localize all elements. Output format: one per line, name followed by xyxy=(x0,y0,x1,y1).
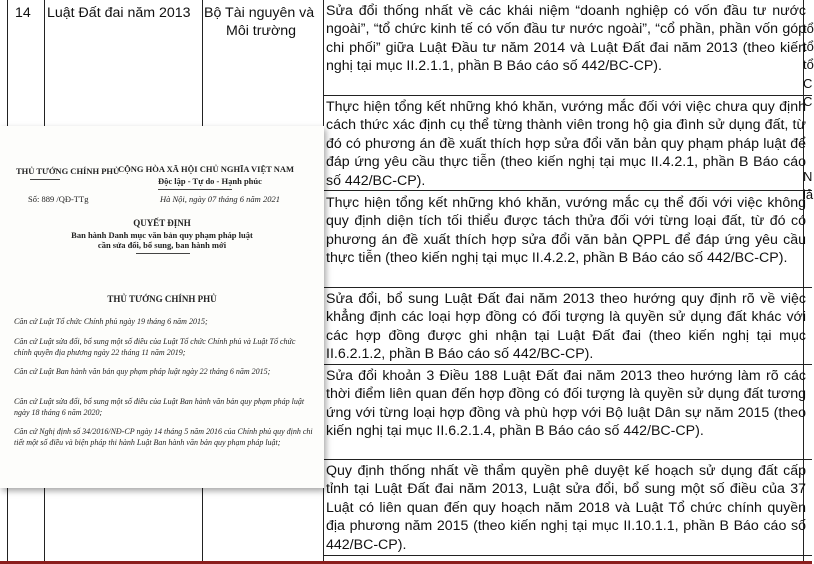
revision-item: Sửa đổi, bổ sung Luật Đất đai năm 2013 theo hướng quy định rõ về việc khẳng định các loại hợp đồng có đối tượng là quyền sử dụng đất khác với các hợp đồng được ghi nhận tại Luật Đất đai (theo kiến nghị tại mục II.6.2.1.2, phần B Báo cáo số 442/BC-CP). xyxy=(326,291,806,363)
row-divider xyxy=(323,190,812,191)
row-divider xyxy=(323,459,812,460)
national-motto: Độc lập - Tự do - Hạnh phúc xyxy=(158,176,262,186)
revision-item: Sửa đổi thống nhất về các khái niệm “doanh nghiệp có vốn đầu tư nước ngoài”, “tổ chức kinh tế có vốn đầu tư nước ngoài”, “cổ phần, phần vốn góp chi phối” giữa Luật Đầu tư năm 2014 và Luật Đất đai năm 2013 (theo kiến nghị tại mục II.2.1.1, phần B Báo cáo số 442/BC-CP). xyxy=(326,3,806,75)
next-column-fragment: C xyxy=(803,76,813,91)
responsible-agency xyxy=(204,4,326,41)
next-column-fragment: N xyxy=(803,169,813,184)
next-column-fragment: C xyxy=(803,94,813,109)
divider xyxy=(136,253,190,254)
document-subject: Ban hành Danh mục văn bản quy phạm pháp luật xyxy=(71,230,253,240)
legal-basis: Căn cứ Luật Ban hành văn bản quy phạm pháp luật ngày 22 tháng 6 năm 2015; xyxy=(14,367,271,376)
row-divider xyxy=(323,287,812,288)
law-name: Luật Đất đai năm 2013 xyxy=(47,5,191,21)
revision-item: Thực hiện tổng kết những khó khăn, vướng mắc cụ thể đối với việc không quy định diện tích tối thiểu được tách thửa đối với từng loại đất, từ đó có phương án đề xuất thích hợp sửa đổi văn bản QPPL để đáp ứng yêu cầu thực tiễn (theo kiến nghị tại mục II.4.2.2, phần B Báo cáo số 442/BC-CP). xyxy=(326,195,806,267)
legal-basis: Căn cứ Luật sửa đổi, bổ sung một số điều của Luật Tổ chức Chính phủ và Luật Tổ chức chính quyền địa phương ngày 22 tháng 11 năm 2019; xyxy=(14,337,296,357)
revision-item: Thực hiện tổng kết những khó khăn, vướng mắc đối với việc chưa quy định cách thức xác định cụ thể từng thành viên trong hộ gia đình sử dụng đất, từ đó có phương án đề xuất thích hợp sửa đổi văn bản quy phạm pháp luật để đáp ứng yêu cầu thực tiễn (theo kiến nghị tại mục II.4.2.1, phần B Báo cáo số 442/BC-CP). xyxy=(326,99,806,189)
country-name: CỘNG HÒA XÃ HỘI CHỦ NGHĨA VIỆT NAM xyxy=(118,164,295,174)
legal-basis: Căn cứ Luật Tổ chức Chính phủ ngày 19 tháng 6 năm 2015; xyxy=(14,317,208,326)
divider xyxy=(158,189,232,190)
divider xyxy=(30,179,60,180)
document-subject: cần sửa đổi, bổ sung, ban hành mới xyxy=(97,240,227,250)
row-divider xyxy=(323,555,812,556)
next-column-fragment: lả xyxy=(803,187,814,202)
legal-basis: Căn cứ Luật sửa đổi, bổ sung một số điều của Luật Ban hành văn bản quy phạm pháp luật ngày 18 tháng 6 năm 2020; xyxy=(14,397,305,417)
decision-document-image xyxy=(0,126,324,488)
next-column-fragment: tổ xyxy=(803,39,814,54)
next-column-fragment: tổ xyxy=(803,21,814,36)
document-type: QUYẾT ĐỊNH xyxy=(133,218,191,228)
row-divider xyxy=(323,364,812,365)
row-number: 14 xyxy=(15,5,31,21)
agency-line: Môi trường xyxy=(226,23,297,40)
legal-basis: Căn cứ Nghị định số 34/2016/NĐ-CP ngày 14 tháng 5 năm 2016 của Chính phủ quy định chi tiết một số điều và biện pháp thi hành Luật Ban hành văn bản quy phạm pháp luật; xyxy=(14,427,313,447)
revision-item: Sửa đổi khoản 3 Điều 188 Luật Đất đai năm 2013 theo hướng làm rõ các thời điểm liên quan đến hợp đồng có đối tượng là quyền sử dụng đất tương ứng với từng loại hợp đồng và phù hợp với Bộ luật Dân sự năm 2015 (theo kiến nghị tại mục II.6.2.1.4, phần B Báo cáo số 442/BC-CP). xyxy=(326,368,806,440)
document-number: Số: 889 /QĐ-TTg xyxy=(28,194,89,204)
issuing-agency: THỦ TƯỚNG CHÍNH PHỦ xyxy=(16,166,120,176)
revision-item: Quy định thống nhất về thẩm quyền phê duyệt kế hoạch sử dụng đất cấp tỉnh tại Luật Đất đai năm 2013, Luật sửa đổi, bổ sung một số điều của 37 Luật có liên quan đến quy hoạch năm 2018 và Luật Tổ chức chính quyền địa phương năm 2015 (theo kiến nghị tại mục II.10.1.1, phần B Báo cáo số 442/BC-CP). xyxy=(326,463,806,553)
issuer-title: THỦ TƯỚNG CHÍNH PHỦ xyxy=(107,294,217,304)
place-date: Hà Nội, ngày 07 tháng 6 năm 2021 xyxy=(160,194,280,204)
next-column-fragment: tổ xyxy=(803,57,814,72)
row-divider xyxy=(323,95,812,96)
agency-line: Bộ Tài nguyên và xyxy=(204,5,315,21)
